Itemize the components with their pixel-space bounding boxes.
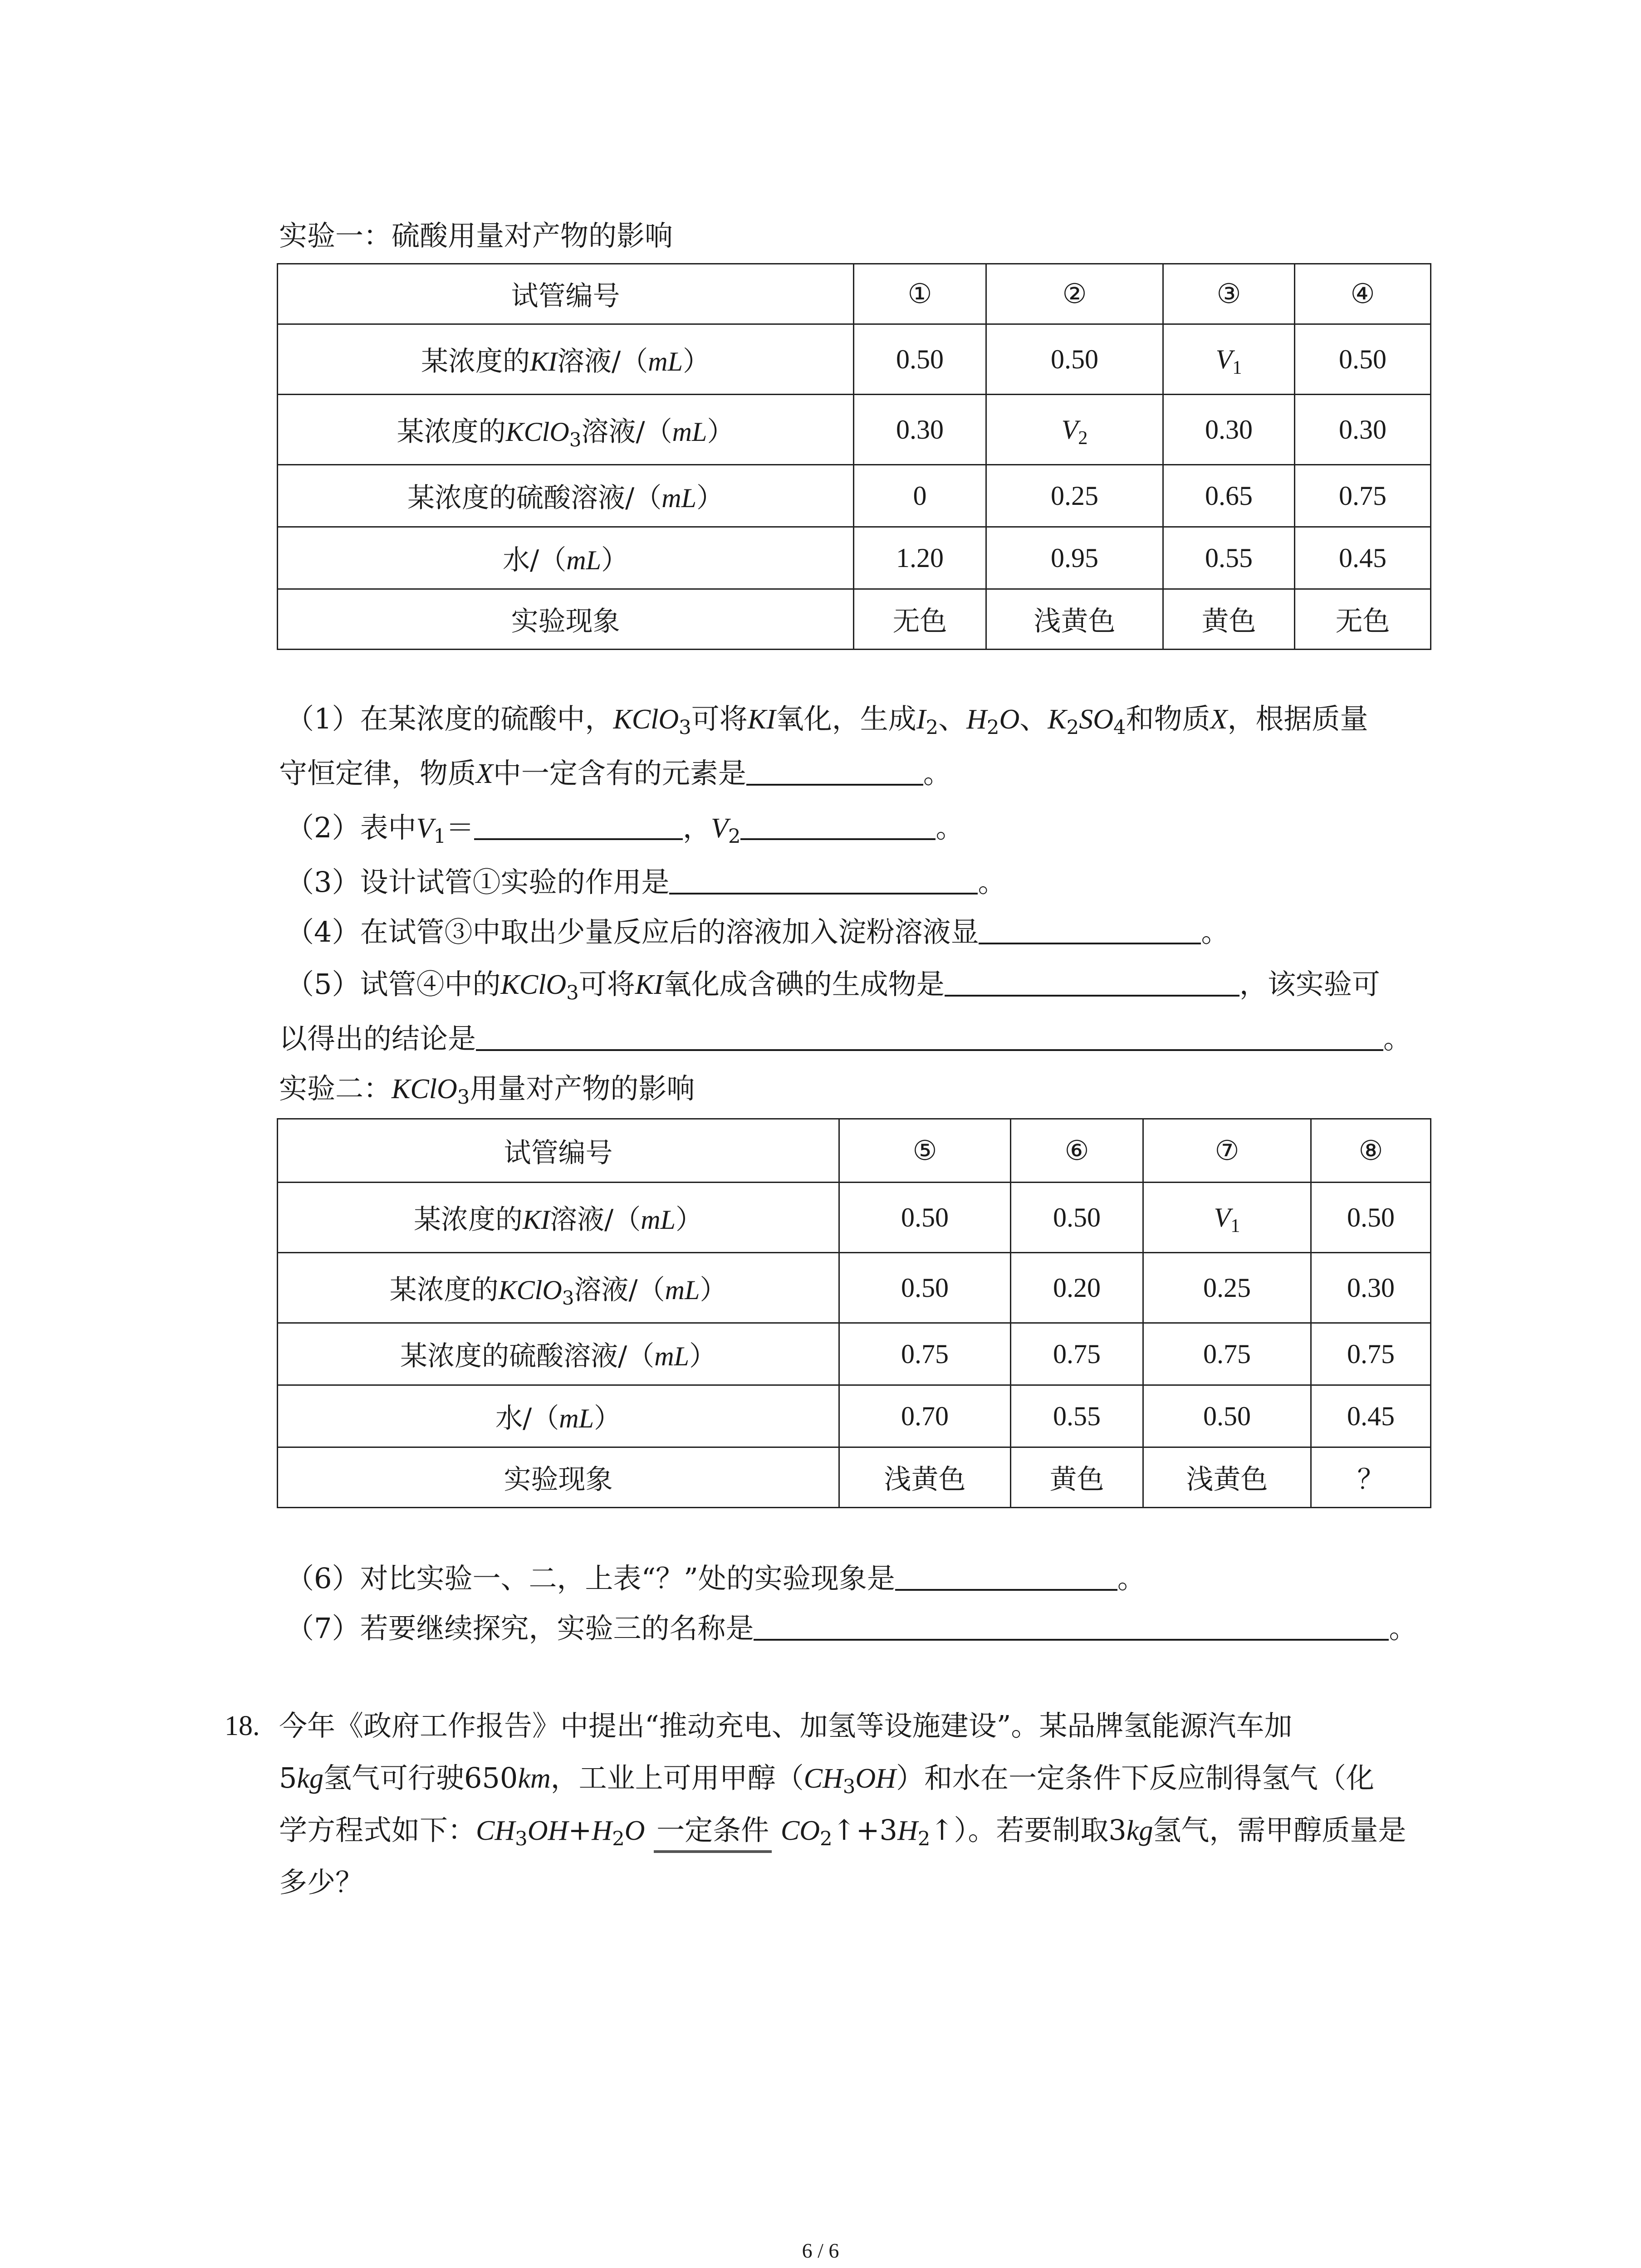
table-cell: 0.50 [839,1183,1011,1253]
table-cell: 无色 [854,589,986,650]
row-label: 水/（mL） [278,527,854,589]
table-cell: 浅黄色 [986,589,1163,650]
exp2-title: 实验二：KClO$_3$用量对产物的影响 [279,1072,695,1109]
table-cell: 0.45 [1295,527,1431,589]
table-cell: 0.50 [839,1253,1011,1323]
table-cell: 0.30 [854,395,986,465]
table-row [278,589,1431,650]
row-label: 实验现象 [278,1447,839,1508]
header-cell: ③ [1163,264,1295,324]
table-cell: 0.45 [1311,1385,1431,1447]
table-row [278,1323,1431,1385]
header-cell: ⑥ [1011,1119,1143,1183]
table-cell: 0.75 [1295,465,1431,527]
table-cell: 0.50 [986,324,1163,395]
table-row [278,527,1431,589]
table-row [278,1253,1431,1323]
table-cell-v1: $V_1$ [1143,1183,1311,1253]
table-cell: 0.25 [1143,1253,1311,1323]
table-cell: 0.50 [854,324,986,395]
question-5-line-1: （5）试管④中的KClO$_3$可将KI氧化成含碘的生成物是 ，该实验可 [286,968,1380,1005]
question-1-line-1: （1）在某浓度的硫酸中，KClO$_3$可将KI氧化，生成$I_2$、$H_2O$、$K_2SO_4$和物质X，根据质量 [286,702,1368,739]
answer-blank-v2[interactable] [740,814,936,840]
table-row [278,324,1431,395]
question-2: （2）表中$V_1=$ ，$V_2$ 。 [286,811,964,848]
header-cell: ⑧ [1311,1119,1431,1183]
exp1-title: 实验一：硫酸用量对产物的影响 [279,219,673,252]
question-7: （7）若要继续探究，实验三的名称是 。 [286,1612,1417,1645]
table-header-row [278,264,1431,324]
table-cell: 0.55 [1163,527,1295,589]
header-cell: 试管编号 [278,1119,839,1183]
table-cell: 浅黄色 [839,1447,1011,1508]
table-cell: 0.65 [1163,465,1295,527]
row-label: 水/（mL） [278,1385,839,1447]
table-cell: ？ [1311,1447,1431,1508]
table-row [278,465,1431,527]
question-18-line-4: 多少？ [279,1866,364,1899]
table-cell: 0.50 [1311,1183,1431,1253]
question-5-line-2: 以得出的结论是 。 [279,1022,1412,1055]
table-cell: 0.75 [1143,1323,1311,1385]
header-cell: ⑤ [839,1119,1011,1183]
question-1-line-2: 守恒定律，物质X中一定含有的元素是 。 [279,757,951,790]
table-cell: 浅黄色 [1143,1447,1311,1508]
page-number: 6 / 6 [802,2239,839,2262]
answer-blank-v1[interactable] [474,814,683,840]
table-cell-v1: $V_1$ [1163,324,1295,395]
header-cell: ② [986,264,1163,324]
table-cell: 无色 [1295,589,1431,650]
header-cell: ① [854,264,986,324]
table-cell: 0.55 [1011,1385,1143,1447]
table-cell: 0.50 [1143,1385,1311,1447]
answer-blank[interactable] [669,868,978,894]
table-cell: 0.25 [986,465,1163,527]
header-cell: ⑦ [1143,1119,1311,1183]
table-cell: 黄色 [1011,1447,1143,1508]
table-cell: 0.50 [1011,1183,1143,1253]
row-label: 实验现象 [278,589,854,650]
question-18-number: 18. [225,1711,260,1741]
question-6: （6）对比实验一、二，上表“？”处的实验现象是 。 [286,1562,1146,1595]
answer-blank[interactable] [979,918,1201,944]
table-cell: 0.50 [1295,324,1431,395]
question-18-line-3: 学方程式如下：$CH_3OH+H_2O$ 一定条件 $CO_2↑+3H_2↑$）。若要制取3kg氢气，需甲醇质量是 [279,1812,1406,1849]
exp2-table [277,1118,1431,1508]
table-cell: 0.30 [1163,395,1295,465]
table-cell: 0.20 [1011,1253,1143,1323]
table-header-row [278,1119,1431,1183]
table-cell: 1.20 [854,527,986,589]
row-label: 某浓度的KI溶液/（mL） [278,1183,839,1253]
table-cell: 0.75 [839,1323,1011,1385]
row-label: 某浓度的硫酸溶液/（mL） [278,1323,839,1385]
question-4: （4）在试管③中取出少量反应后的溶液加入淀粉溶液显 。 [286,915,1230,948]
answer-blank[interactable] [476,1025,1383,1051]
table-cell: 0.95 [986,527,1163,589]
header-cell: 试管编号 [278,264,854,324]
table-cell: 0.30 [1295,395,1431,465]
table-cell: 0.30 [1311,1253,1431,1323]
exp1-table [277,263,1431,650]
question-3: （3）设计试管①实验的作用是 。 [286,865,1006,899]
table-cell-v2: $V_2$ [986,395,1163,465]
question-18-line-2: 5kg氢气可行驶650km，工业上可用甲醇$(CH_3OH)$和水在一定条件下反应制得氢气（化 [279,1761,1374,1799]
table-cell: 0.75 [1311,1323,1431,1385]
header-cell: ④ [1295,264,1431,324]
table-cell: 0.70 [839,1385,1011,1447]
table-row [278,1183,1431,1253]
question-18-line-1: 今年《政府工作报告》中提出“推动充电、加氢等设施建设”。某品牌氢能源汽车加 [279,1709,1293,1742]
row-label: 某浓度的KClO$_3$溶液/（mL） [278,1253,839,1323]
table-row [278,1385,1431,1447]
answer-blank[interactable] [754,1614,1389,1641]
row-label: 某浓度的KClO$_3$溶液/（mL） [278,395,854,465]
answer-blank[interactable] [746,759,923,786]
row-label: 某浓度的KI溶液/（mL） [278,324,854,395]
table-row [278,1447,1431,1508]
table-cell: 0.75 [1011,1323,1143,1385]
reaction-condition: 一定条件 [654,1812,772,1848]
table-row [278,395,1431,465]
row-label: 某浓度的硫酸溶液/（mL） [278,465,854,527]
answer-blank[interactable] [895,1564,1117,1591]
table-cell: 黄色 [1163,589,1295,650]
table-cell: 0 [854,465,986,527]
answer-blank[interactable] [945,970,1239,997]
